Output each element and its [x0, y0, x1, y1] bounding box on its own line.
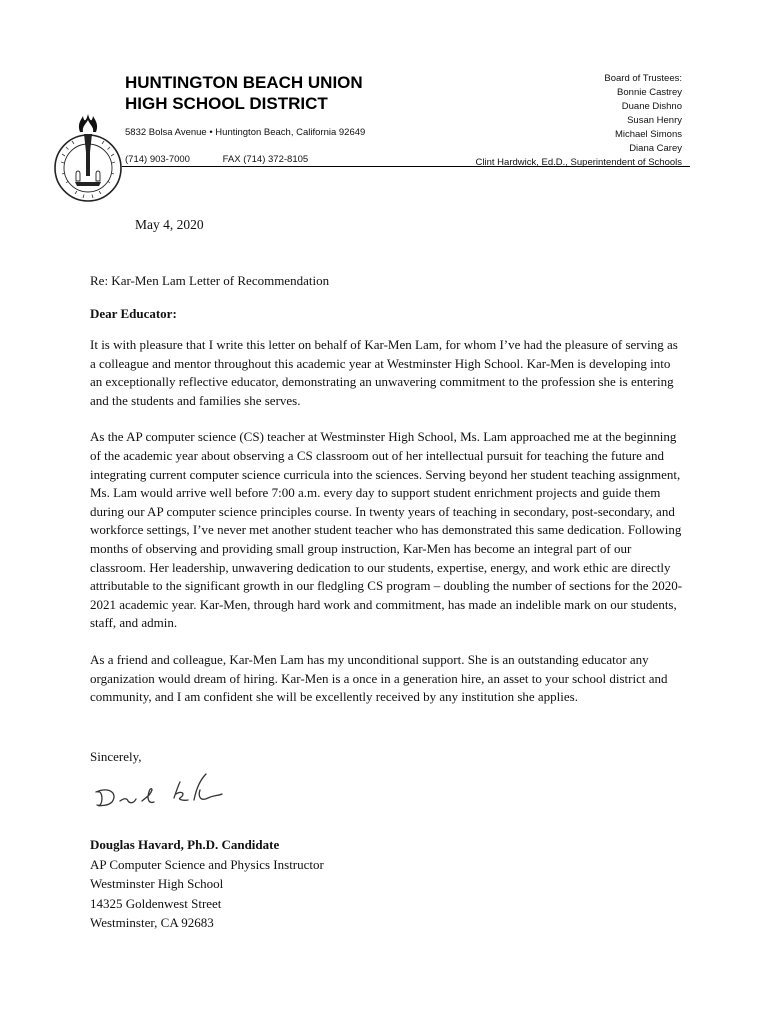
letter-date: May 4, 2020 [135, 217, 204, 232]
signer-street: 14325 Goldenwest Street [90, 895, 222, 911]
district-phone: (714) 903-7000 [125, 154, 190, 165]
trustee-name: Michael Simons [614, 129, 682, 140]
district-name-line1: HUNTINGTON BEACH UNION [125, 73, 363, 92]
signer-title: AP Computer Science and Physics Instructor [90, 856, 324, 872]
trustee-name: Diana Carey [629, 143, 682, 154]
superintendent: Clint Hardwick, Ed.D., Superintendent of Schools [475, 157, 682, 168]
district-seal-logo [53, 110, 123, 210]
district-fax: FAX (714) 372-8105 [222, 154, 309, 165]
letter-paragraph: It is with pleasure that I write this letter on behalf of Kar-Men Lam, for whom I’ve had the pleasure of serving as a colleague and mentor throughout this academic year at Westminster High School. Kar-Men is developing into an exceptionally reflective educator, demonstrating an unwavering commitment to the profession she is entering and the students and families she serves. [90, 337, 678, 408]
trustee-name: Bonnie Castrey [617, 87, 682, 98]
handwritten-signature [90, 768, 228, 818]
trustee-name: Susan Henry [627, 115, 682, 126]
signer-school: Westminster High School [90, 876, 224, 891]
trustees-heading: Board of Trustees: [604, 73, 682, 84]
letter-body [90, 336, 685, 725]
letter-salutation: Dear Educator: [90, 306, 177, 321]
district-name [125, 72, 363, 114]
trustee-name: Duane Dishno [621, 101, 682, 112]
district-name-line2: HIGH SCHOOL DISTRICT [125, 94, 328, 113]
signer-city: Westminster, CA 92683 [90, 915, 214, 930]
letter-paragraph: As a friend and colleague, Kar-Men Lam has my unconditional support. She is an outstanding educator any organization would dream of hiring. Kar-Men is a once in a generation hire, an asset to your school district and community, and I am confident she will be excellently received by any institution she applies. [90, 651, 668, 705]
board-of-trustees [476, 72, 682, 170]
district-contact [125, 154, 308, 165]
letter-paragraph: As the AP computer science (CS) teacher at Westminster High School, Ms. Lam approached me at the beginning of the academic year about observing a CS classroom out of her intellectual pursuit for teaching the future and integrating current computer science curricula into the sciences. Serving beyond her student teaching assignment, Ms. Lam would arrive well before 7:00 a.m. every day to support student enrichment projects and guide them during our AP computer science principles course. In twenty years of teaching in secondary, post-secondary, and workforce settings, I’ve never met another student teacher who has demonstrated this same dedication. Following months of observing and providing small group instruction, Kar-Men has become an integral part of our classroom. Her leadership, unwavering dedication to our students, expertise, energy, and work ethic are directly attributable to the significant growth in our fledgling CS program – doubling the number of sections for the 2020-2021 academic year. Kar-Men, through hard work and commitment, has made an indelible mark on our students, staff, and admin. [90, 429, 683, 631]
letterhead-divider [122, 166, 690, 167]
signer-name: Douglas Havard, Ph.D. Candidate [90, 837, 280, 852]
district-address: 5832 Bolsa Avenue • Huntington Beach, California 92649 [125, 127, 366, 138]
letter-closing: Sincerely, [90, 749, 142, 764]
signature-block [90, 835, 324, 933]
letter-subject: Re: Kar-Men Lam Letter of Recommendation [90, 273, 330, 288]
